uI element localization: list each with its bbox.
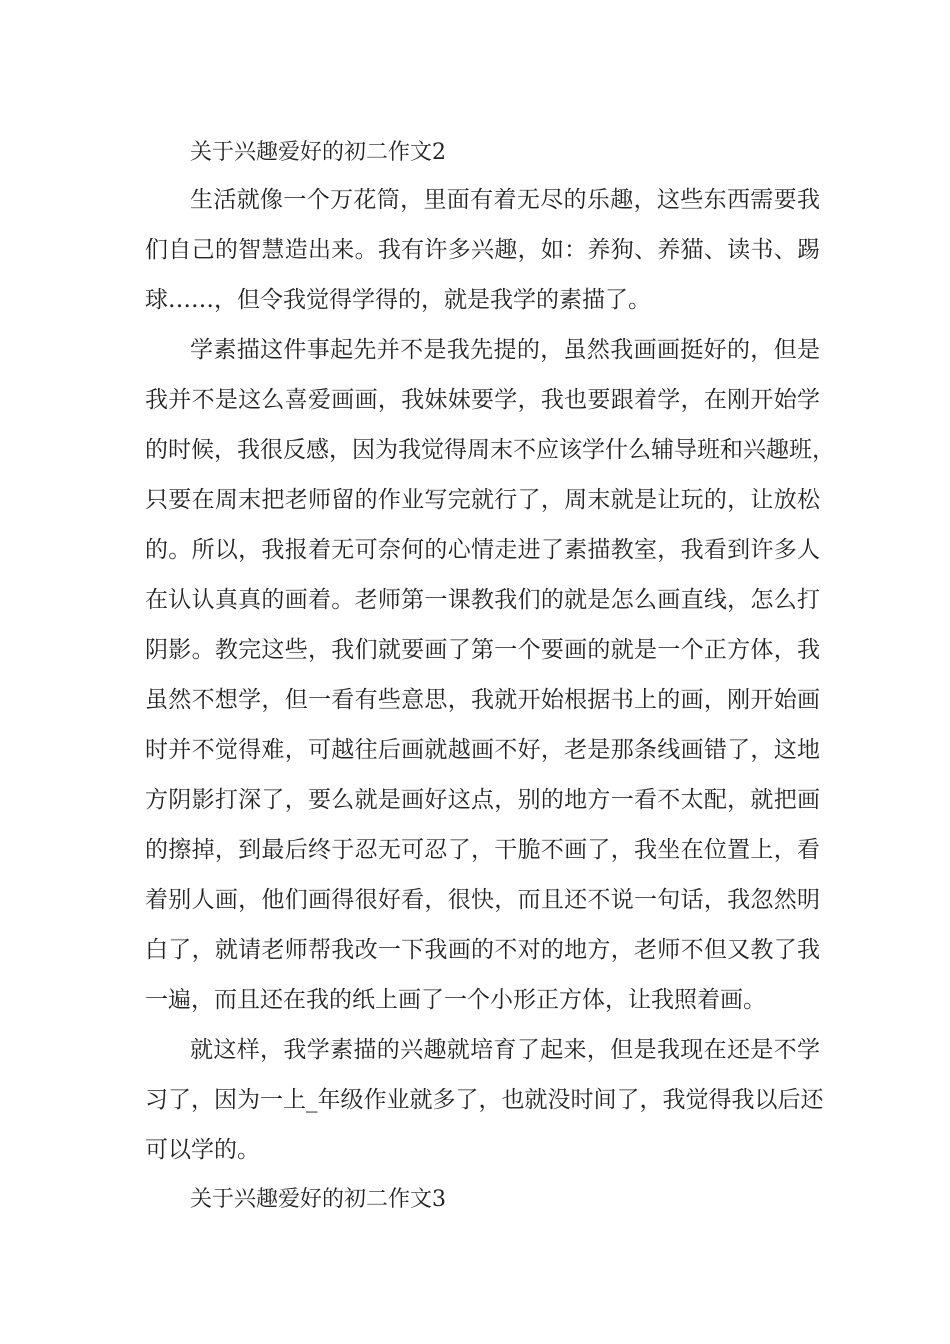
paragraph-2-line-5: 的。所以，我报着无可奈何的心情走进了素描教室，我看到许多人 [145,537,820,563]
paragraph-2-line-13: 白了，就请老师帮我改一下我画的不对的地方，老师不但又教了我 [145,937,820,963]
paragraph-3-line-3: 可以学的。 [145,1137,260,1163]
paragraph-2-line-1: 学素描这件事起先并不是我先提的，虽然我画画挺好的，但是 [190,337,820,363]
paragraph-2-line-10: 方阴影打深了，要么就是画好这点，别的地方一看不太配，就把画 [145,787,820,813]
paragraph-3-line-1: 就这样，我学素描的兴趣就培育了起来，但是我现在还是不学 [190,1037,820,1063]
paragraph-1-line-3: 球……，但令我觉得学得的，就是我学的素描了。 [145,287,651,313]
paragraph-1-line-2: 们自己的智慧造出来。我有许多兴趣，如：养狗、养猫、读书、踢 [145,237,820,263]
paragraph-2-line-2: 我并不是这么喜爱画画，我妹妹要学，我也要跟着学，在刚开始学 [145,387,820,413]
paragraph-2-line-11: 的擦掉，到最后终于忍无可忍了，干脆不画了，我坐在位置上，看 [145,837,820,863]
paragraph-2-line-12: 着别人画，他们画得很好看，很快，而且还不说一句话，我忽然明 [145,887,820,913]
paragraph-1-line-1: 生活就像一个万花筒，里面有着无尽的乐趣，这些东西需要我 [190,187,820,213]
essay-heading-3: 关于兴趣爱好的初二作文3 [190,1187,446,1212]
paragraph-2-line-9: 时并不觉得难，可越往后画就越画不好，老是那条线画错了，这地 [145,737,820,763]
paragraph-2-line-3: 的时候，我很反感，因为我觉得周末不应该学什么辅导班和兴趣班， [145,437,835,463]
paragraph-3-line-2: 习了，因为一上_年级作业就多了，也就没时间了，我觉得我以后还 [145,1087,824,1113]
paragraph-2-line-6: 在认认真真的画着。老师第一课教我们的就是怎么画直线，怎么打 [145,587,820,613]
essay-heading-2: 关于兴趣爱好的初二作文2 [190,140,446,165]
paragraph-2-line-14: 一遍，而且还在我的纸上画了一个小形正方体，让我照着画。 [145,987,766,1013]
paragraph-2-line-4: 只要在周末把老师留的作业写完就行了，周末就是让玩的，让放松 [145,487,820,513]
paragraph-2-line-8: 虽然不想学，但一看有些意思，我就开始根据书上的画，刚开始画 [145,687,820,713]
paragraph-2-line-7: 阴影。教完这些，我们就要画了第一个要画的就是一个正方体，我 [145,637,820,663]
